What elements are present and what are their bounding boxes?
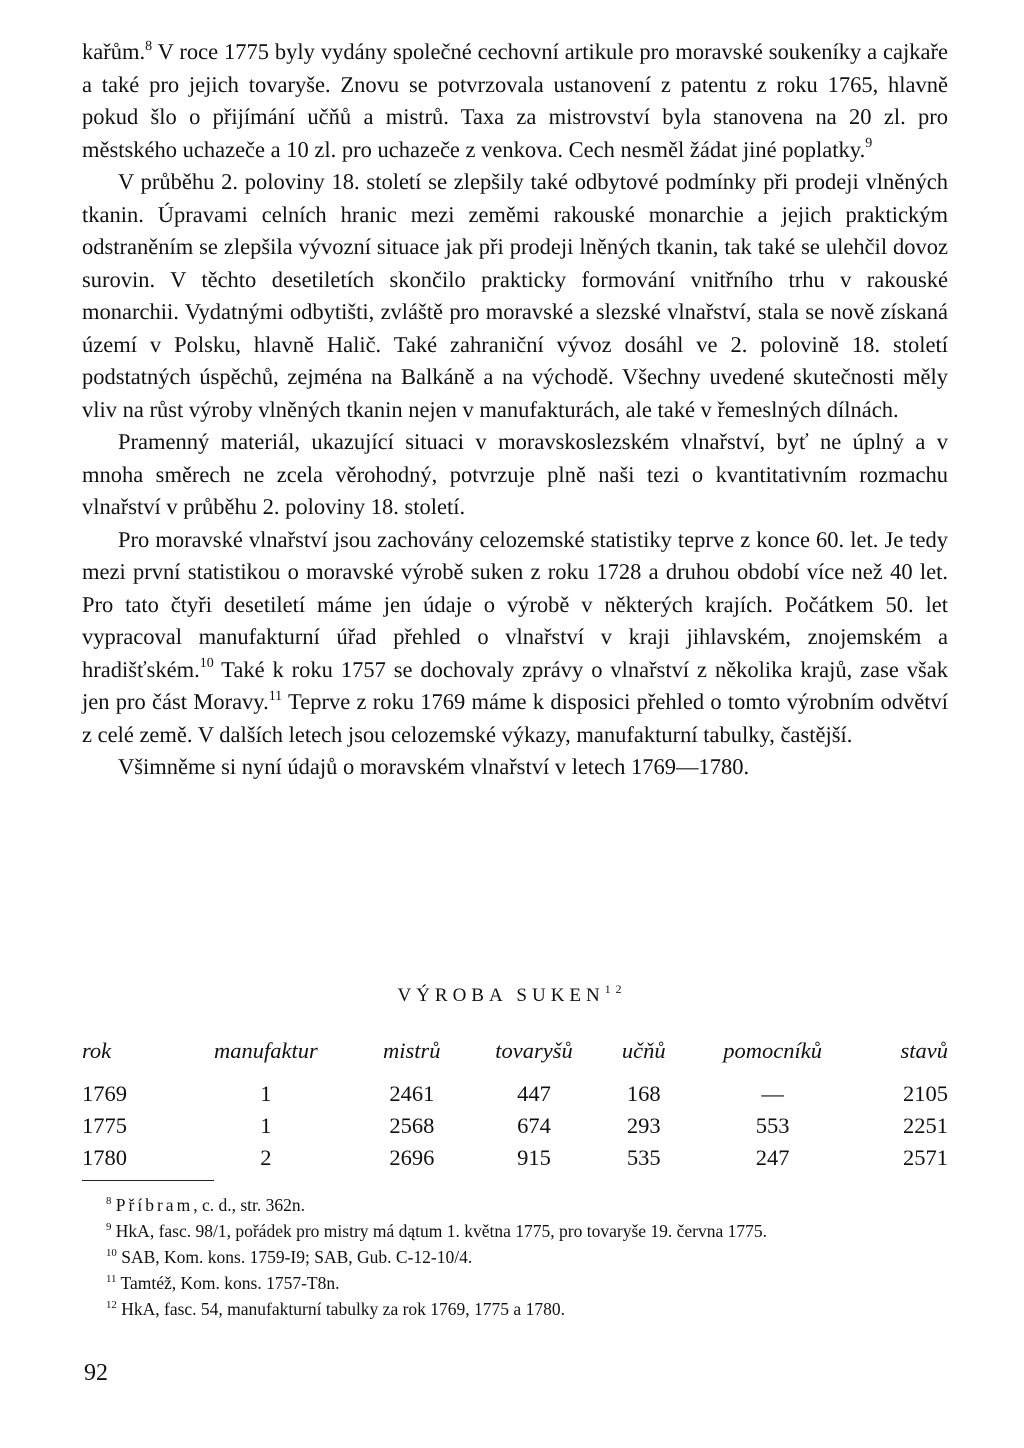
footnote-ref-9: 9 [865, 136, 873, 152]
table-row [82, 1142, 948, 1174]
footnotes [82, 1192, 948, 1322]
paragraph-5: Všimněme si nyní údajů o moravském vlnařství v letech 1769—1780. [118, 754, 750, 779]
header-cell: učňů [621, 1038, 666, 1063]
header-cell: mistrů [383, 1038, 441, 1063]
table-cell: 2461 [389, 1081, 435, 1106]
footnote-ref-10: 10 [199, 656, 214, 672]
table-cell: 2105 [903, 1081, 948, 1106]
footnote-divider [82, 1180, 214, 1181]
footnote-ref-12: 12 [604, 983, 627, 997]
production-table [82, 1034, 948, 1174]
table-cell: 2696 [389, 1145, 435, 1170]
table-row [82, 1110, 948, 1142]
footnote-number: 10 [106, 1246, 117, 1259]
table-cell: 1 [260, 1113, 272, 1138]
footnote-ref-8: 8 [145, 38, 153, 54]
header-cell: manufaktur [214, 1038, 318, 1063]
footnote-author: Příbram [115, 1195, 194, 1215]
table-cell: 915 [517, 1145, 551, 1170]
header-cell: rok [82, 1038, 112, 1063]
header-cell: stavů [900, 1038, 948, 1063]
table-cell: 2571 [903, 1145, 948, 1170]
footnote-text: SAB, Kom. kons. 1759-I9; SAB, Gub. C-12-10/4. [121, 1247, 473, 1267]
footnote-text: Tamtéž, Kom. kons. 1757-T8n. [120, 1273, 340, 1293]
paragraph-4-text-b: Také k roku 1757 se dochovaly zprávy o vlnařství z několika krajů, zase však jen pro část Moravy. [82, 656, 948, 714]
footnote-9 [82, 1218, 948, 1244]
paragraph-2: V průběhu 2. poloviny 18. století se zlepšily také odbytové podmínky při prodeji vlněných tkanin. Úpravami celních hranic mezi zeměmi rakouské monarchie a jejich praktickým odstraněním se zlepšila vývozní situace jak při prodeji lněných tkanin, tak také se ulehčil dovoz surovin. V těchto desetiletích skončilo prakticky formování vnitřního trhu v rakouské monarchii. Vydatnými odbytišti, zvláště pro moravské a slezské vlnařství, stala se nově získaná území v Polsku, hlavně Halič. Také zahraniční vývoz dosáhl ve 2. polovině 18. století podstatných úspěchů, zejména na Balkáně a na východě. Všechny uvedené skutečnosti měly vliv na růst výroby vlněných tkanin nejen v manufakturách, ale také v řemeslných dílnách. [82, 169, 948, 422]
footnote-8 [82, 1192, 948, 1218]
footnote-number: 8 [106, 1194, 112, 1207]
table-cell: 674 [517, 1113, 551, 1138]
header-cell: tovaryšů [495, 1038, 573, 1063]
footnote-10 [82, 1244, 948, 1270]
paragraph-1-text: kařům. [82, 39, 146, 64]
table-cell: 2568 [389, 1113, 435, 1138]
paragraph-4 [82, 524, 948, 752]
table-cell: 2251 [903, 1113, 948, 1138]
table-title [0, 985, 1024, 1007]
footnote-text: HkA, fasc. 54, manufakturní tabulky za rok 1769, 1775 a 1780. [121, 1299, 565, 1319]
header-cell: pomocníků [723, 1038, 822, 1063]
table-cell: 168 [626, 1081, 661, 1106]
footnote-number: 11 [106, 1272, 117, 1285]
paragraph-1-text-b: V roce 1775 byly vydány společné cechovní artikule pro moravské soukeníky a cajkaře a také pro jejich tovaryše. Znovu se potvrzovala ustanovení z patentu z roku 1765, hlavně pokud šlo o přijímání učňů a mistrů. Taxa za mistrovství byla stanovena na 20 zl. pro městského uchazeče a 10 zl. pro uchazeče z venkova. Cech nesměl žádat jiné poplatky. [82, 39, 948, 162]
footnote-number: 9 [106, 1220, 112, 1233]
table-cell: 553 [755, 1113, 790, 1138]
table-cell: — [761, 1081, 784, 1106]
main-text [82, 36, 948, 784]
paragraph-1 [82, 36, 948, 166]
table-cell: 1780 [82, 1145, 127, 1170]
table-title-text: VÝROBA SUKEN [397, 985, 605, 1006]
table-cell: 535 [626, 1145, 661, 1170]
table-header-row [82, 1034, 948, 1078]
footnote-12 [82, 1296, 948, 1322]
footnote-11 [82, 1270, 948, 1296]
table-cell: 1775 [82, 1113, 127, 1138]
paragraph-4-text: Pro moravské vlnařství jsou zachovány celozemské statistiky teprve z konce 60. let. Je tedy mezi první statistikou o moravské výrobě suken z roku 1728 a druhou období více než 40 let. Pro tato čtyři desetiletí máme jen údaje o výrobě v některých krajích. Počátkem 50. let vypracoval manufakturní úřad přehled o vlnařství v kraji jihlavském, znojemském a hradišťském. [82, 526, 948, 682]
table-row [82, 1078, 948, 1110]
page-number: 92 [84, 1360, 108, 1386]
footnote-ref-11: 11 [268, 688, 283, 704]
footnote-number: 12 [106, 1298, 117, 1311]
paragraph-4-text-c: Teprve z roku 1769 máme k disposici přehled o tomto výrobním odvětví z celé země. V dalších letech jsou celozemské výkazy, manufakturní tabulky, častější. [82, 689, 948, 747]
table-cell: 447 [517, 1081, 551, 1106]
table-cell: 2 [260, 1145, 272, 1170]
footnote-text: HkA, fasc. 98/1, pořádek pro mistry má dątum 1. května 1775, pro tovaryše 19. června 1775. [115, 1221, 768, 1241]
table-cell: 1769 [82, 1081, 127, 1106]
table-cell: 293 [626, 1113, 661, 1138]
table-cell: 247 [755, 1145, 790, 1170]
table-cell: 1 [260, 1081, 272, 1106]
footnote-text: , c. d., str. 362n. [193, 1195, 305, 1215]
paragraph-3: Pramenný materiál, ukazující situaci v moravskoslezském vlnařství, byť ne úplný a v mnoha směrech ne zcela věrohodný, potvrzuje plně naši tezi o kvantitativním rozmachu vlnařství v průběhu 2. poloviny 18. století. [82, 429, 948, 519]
